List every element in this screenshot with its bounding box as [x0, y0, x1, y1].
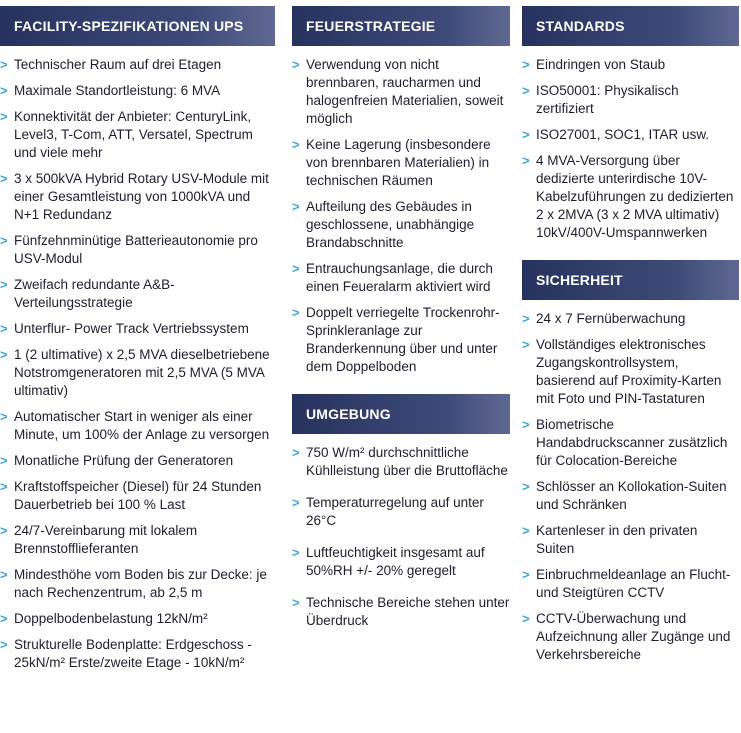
list-item-text: Verwendung von nicht brennbaren, raucharmen und halogenfreien Materialien, soweit möglich	[306, 57, 504, 126]
fire-header: FEUERSTRATEGIE	[292, 6, 510, 46]
list-item	[0, 522, 275, 558]
list-item	[0, 566, 275, 602]
list-item	[292, 594, 510, 630]
list-item	[0, 170, 275, 224]
list-item	[292, 444, 510, 480]
list-item-text: Mindesthöhe vom Boden bis zur Decke: je nach Rechenzentrum, ab 2,5 m	[14, 567, 267, 600]
list-item	[292, 198, 510, 252]
list-item	[0, 636, 275, 672]
bullet-chevron-icon: >	[0, 83, 8, 98]
bullet-chevron-icon: >	[0, 637, 8, 652]
list-item-text: Automatischer Start in weniger als einer Minute, um 100% der Anlage zu versorgen	[14, 409, 270, 442]
list-item	[0, 232, 275, 268]
bullet-chevron-icon: >	[292, 137, 300, 152]
list-item	[292, 304, 510, 376]
list-item-text: Temperaturregelung auf unter 26°C	[306, 495, 484, 528]
list-item-text: Zweifach redundante A&B-Verteilungsstrategie	[14, 277, 175, 310]
list-item-text: Technische Bereiche stehen unter Überdruck	[306, 595, 510, 628]
list-item-text: ISO27001, SOC1, ITAR usw.	[536, 127, 710, 142]
list-item-text: Einbruchmeldeanlage an Flucht- und Steigtüren CCTV	[536, 567, 731, 600]
bullet-chevron-icon: >	[0, 479, 8, 494]
list-item	[0, 108, 275, 162]
list-item	[0, 320, 275, 338]
bullet-chevron-icon: >	[292, 495, 300, 510]
bullet-chevron-icon: >	[0, 233, 8, 248]
security-header: SICHERHEIT	[522, 260, 739, 300]
bullet-chevron-icon: >	[0, 57, 8, 72]
list-item	[522, 152, 739, 242]
bullet-chevron-icon: >	[522, 417, 530, 432]
list-item-text: ISO50001: Physikalisch zertifiziert	[536, 83, 679, 116]
bullet-chevron-icon: >	[0, 347, 8, 362]
list-item	[292, 56, 510, 128]
list-item	[292, 544, 510, 580]
list-item-text: Aufteilung des Gebäudes in geschlossene, unabhängige Brandabschnitte	[306, 199, 475, 250]
bullet-chevron-icon: >	[522, 153, 530, 168]
list-item	[522, 566, 739, 602]
facility-column	[0, 6, 275, 680]
bullet-chevron-icon: >	[292, 199, 300, 214]
list-item-text: Kraftstoffspeicher (Diesel) für 24 Stunden Dauerbetrieb bei 100 % Last	[14, 479, 262, 512]
standards-list	[522, 56, 739, 242]
list-item	[292, 494, 510, 530]
facility-header: FACILITY-SPEZIFIKATIONEN UPS	[0, 6, 275, 46]
bullet-chevron-icon: >	[522, 57, 530, 72]
list-item-text: Konnektivität der Anbieter: CenturyLink, Level3, T-Com, ATT, Versatel, Spectrum und viele mehr	[14, 109, 253, 160]
bullet-chevron-icon: >	[292, 545, 300, 560]
fire-environment-column	[292, 6, 510, 644]
standards-header: STANDARDS	[522, 6, 739, 46]
list-item-text: 24 x 7 Fernüberwachung	[536, 311, 686, 326]
list-item-text: Eindringen von Staub	[536, 57, 666, 72]
list-item	[522, 336, 739, 408]
bullet-chevron-icon: >	[292, 445, 300, 460]
bullet-chevron-icon: >	[292, 305, 300, 320]
list-item	[0, 276, 275, 312]
list-item	[522, 56, 739, 74]
list-item	[0, 82, 275, 100]
bullet-chevron-icon: >	[0, 453, 8, 468]
list-item-text: Strukturelle Bodenplatte: Erdgeschoss - 25kN/m² Erste/zweite Etage - 10kN/m²	[14, 637, 252, 670]
facility-list	[0, 56, 275, 672]
bullet-chevron-icon: >	[292, 57, 300, 72]
bullet-chevron-icon: >	[522, 127, 530, 142]
bullet-chevron-icon: >	[522, 567, 530, 582]
list-item-text: CCTV-Überwachung und Aufzeichnung aller Zugänge und Verkehrsbereiche	[536, 611, 731, 662]
list-item	[292, 260, 510, 296]
list-item-text: 1 (2 ultimative) x 2,5 MVA dieselbetriebene Notstromgeneratoren mit 2,5 MVA (5 MVA ultimativ)	[14, 347, 270, 398]
bullet-chevron-icon: >	[292, 261, 300, 276]
list-item-text: 3 x 500kVA Hybrid Rotary USV-Module mit einer Gesamtleistung von 1000kVA und N+1 Redundanz	[14, 171, 269, 222]
list-item	[292, 136, 510, 190]
list-item	[522, 126, 739, 144]
security-list	[522, 310, 739, 664]
list-item	[0, 408, 275, 444]
environment-header: UMGEBUNG	[292, 394, 510, 434]
list-item-text: Maximale Standortleistung: 6 MVA	[14, 83, 221, 98]
list-item-text: Monatliche Prüfung der Generatoren	[14, 453, 234, 468]
standards-security-column	[522, 6, 739, 672]
list-item-text: Kartenleser in den privaten Suiten	[536, 523, 698, 556]
list-item-text: Luftfeuchtigkeit insgesamt auf 50%RH +/- 20% geregelt	[306, 545, 485, 578]
list-item	[0, 478, 275, 514]
bullet-chevron-icon: >	[0, 321, 8, 336]
list-item	[522, 610, 739, 664]
list-item-text: Biometrische Handabdruckscanner zusätzlich für Colocation-Bereiche	[536, 417, 728, 468]
bullet-chevron-icon: >	[292, 595, 300, 610]
bullet-chevron-icon: >	[0, 277, 8, 292]
list-item-text: Technischer Raum auf drei Etagen	[14, 57, 222, 72]
list-item	[522, 522, 739, 558]
bullet-chevron-icon: >	[0, 109, 8, 124]
list-item-text: Doppelbodenbelastung 12kN/m²	[14, 611, 208, 626]
list-item-text: 24/7-Vereinbarung mit lokalem Brennstofflieferanten	[14, 523, 198, 556]
bullet-chevron-icon: >	[522, 311, 530, 326]
list-item-text: Entrauchungsanlage, die durch einen Feueralarm aktiviert wird	[306, 261, 493, 294]
list-item	[0, 56, 275, 74]
bullet-chevron-icon: >	[0, 171, 8, 186]
bullet-chevron-icon: >	[0, 409, 8, 424]
list-item-text: Fünfzehnminütige Batterieautonomie pro USV-Modul	[14, 233, 258, 266]
fire-list	[292, 56, 510, 376]
list-item-text: Unterflur- Power Track Vertriebssystem	[14, 321, 249, 336]
list-item	[522, 416, 739, 470]
list-item-text: 750 W/m² durchschnittliche Kühlleistung über die Bruttofläche	[306, 445, 508, 478]
list-item	[0, 610, 275, 628]
list-item	[522, 310, 739, 328]
bullet-chevron-icon: >	[0, 611, 8, 626]
bullet-chevron-icon: >	[522, 337, 530, 352]
bullet-chevron-icon: >	[0, 567, 8, 582]
list-item-text: Vollständiges elektronisches Zugangskontrollsystem, basierend auf Proximity-Karten mit Foto und PIN-Tastaturen	[536, 337, 722, 406]
list-item-text: Schlösser an Kollokation-Suiten und Schränken	[536, 479, 727, 512]
list-item-text: 4 MVA-Versorgung über dedizierte unterirdische 10V-Kabelzuführungen zu dedizierten 2 x 2MVA (3 x 2 MVA ultimativ) 10kV/400V-Umspannwerken	[536, 153, 734, 240]
bullet-chevron-icon: >	[522, 83, 530, 98]
bullet-chevron-icon: >	[522, 523, 530, 538]
list-item-text: Doppelt verriegelte Trockenrohr-Sprinkleranlage zur Branderkennung über und unter dem Doppelboden	[306, 305, 500, 374]
list-item	[0, 452, 275, 470]
list-item	[522, 478, 739, 514]
list-item-text: Keine Lagerung (insbesondere von brennbaren Materialien) in technischen Räumen	[306, 137, 491, 188]
environment-list	[292, 444, 510, 630]
list-item	[522, 82, 739, 118]
bullet-chevron-icon: >	[0, 523, 8, 538]
bullet-chevron-icon: >	[522, 479, 530, 494]
list-item	[0, 346, 275, 400]
bullet-chevron-icon: >	[522, 611, 530, 626]
